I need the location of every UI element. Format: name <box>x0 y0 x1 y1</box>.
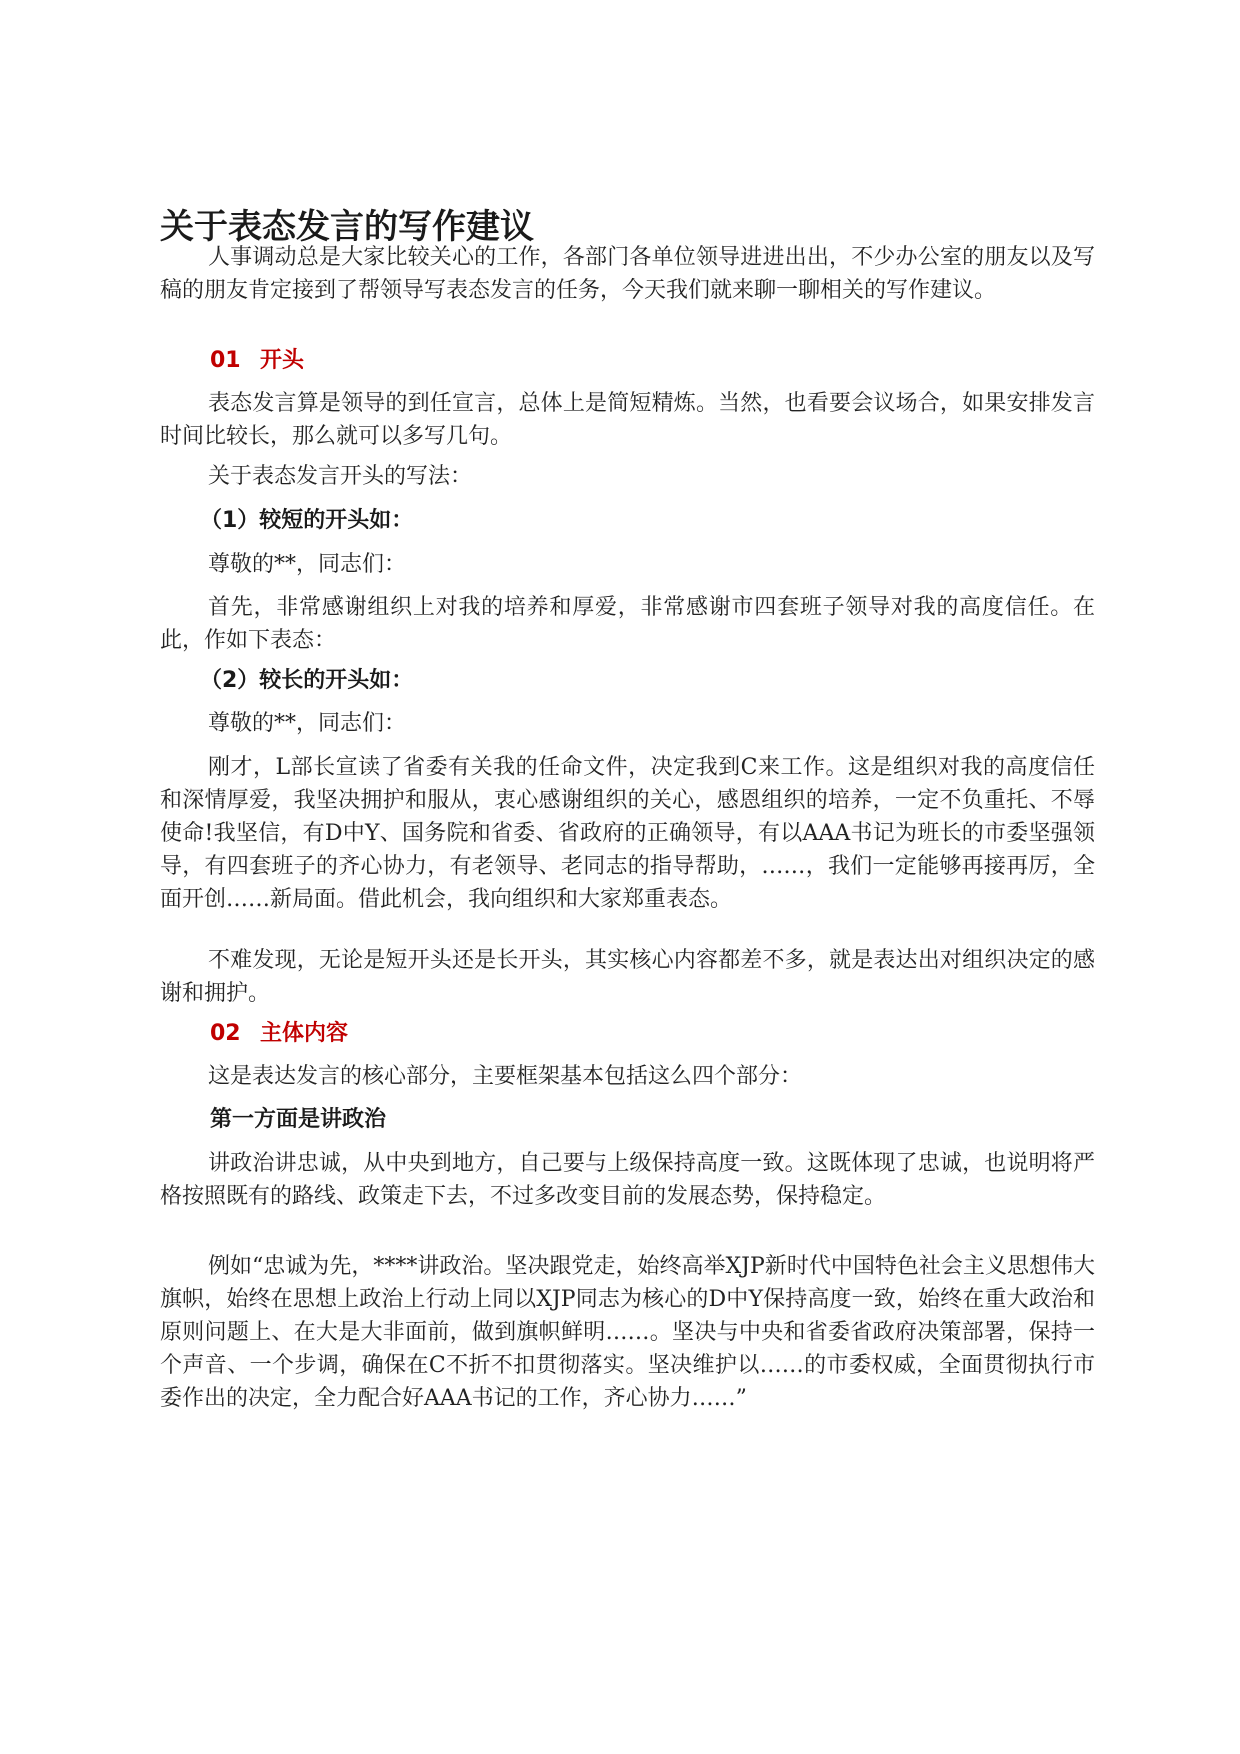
long-opening-heading: （2）较长的开头如： <box>200 668 414 693</box>
section-heading-opening <box>210 344 304 377</box>
section-number: 01 <box>210 348 241 373</box>
short-opening-heading: （1）较短的开头如： <box>200 508 414 533</box>
article-title: 关于表态发言的写作建议 <box>160 207 534 247</box>
main-content-paragraph: 这是表达发言的核心部分，主要框架基本包括这么四个部分： <box>208 1064 803 1089</box>
section-label: 开头 <box>260 348 305 373</box>
short-greeting: 尊敬的**，同志们： <box>208 552 407 577</box>
opening-paragraph: 表态发言算是领导的到任宣言，总体上是简短精炼。当然，也看要会议场合，如果安排发言时间比较长，那么就可以多写几句。 <box>160 391 1095 449</box>
section-number: 02 <box>210 1021 241 1046</box>
politics-aspect-body: 讲政治讲忠诚，从中央到地方，自己要与上级保持高度一致。这既体现了忠诚，也说明将严格按照既有的路线、政策走下去，不过多改变目前的发展态势，保持稳定。 <box>160 1151 1095 1209</box>
opening-summary: 不难发现，无论是短开头还是长开头，其实核心内容都差不多，就是表达出对组织决定的感谢和拥护。 <box>160 948 1095 1006</box>
short-opening-body: 首先，非常感谢组织上对我的培养和厚爱，非常感谢市四套班子领导对我的高度信任。在此，作如下表态： <box>160 595 1095 653</box>
politics-example-paragraph: 例如“忠诚为先，****讲政治。坚决跟党走，始终高举XJP新时代中国特色社会主义思想伟大旗帜，始终在思想上政治上行动上同以XJP同志为核心的D中Y保持高度一致，始终在重大政治和原则问题上、在大是大非面前，做到旗帜鲜明……。坚决与中央和省委省政府决策部署，保持一个声音、一个步调，确保在C不折不扣贯彻落实。坚决维护以……的市委权威，全面贯彻执行市委作出的决定，全力配合好AAA书记的工作，齐心协力……” <box>160 1254 1095 1411</box>
politics-aspect-heading: 第一方面是讲政治 <box>210 1107 387 1132</box>
opening-method-paragraph: 关于表态发言开头的写法： <box>208 464 473 489</box>
long-opening-body: 刚才，L部长宣读了省委有关我的任命文件，决定我到C来工作。这是组织对我的高度信任和深情厚爱，我坚决拥护和服从，衷心感谢组织的关心，感恩组织的培养，一定不负重托、不辱使命!我坚信，有D中Y、国务院和省委、省政府的正确领导，有以AAA书记为班长的市委坚强领导，有四套班子的齐心协力，有老领导、老同志的指导帮助，……，我们一定能够再接再厉，全面开创……新局面。借此机会，我向组织和大家郑重表态。 <box>160 755 1095 912</box>
section-label: 主体内容 <box>260 1021 349 1046</box>
section-heading-main-content <box>210 1017 348 1050</box>
long-greeting: 尊敬的**，同志们： <box>208 711 407 736</box>
intro-paragraph: 人事调动总是大家比较关心的工作，各部门各单位领导进进出出，不少办公室的朋友以及写稿的朋友肯定接到了帮领导写表态发言的任务，今天我们就来聊一聊相关的写作建议。 <box>160 245 1095 303</box>
